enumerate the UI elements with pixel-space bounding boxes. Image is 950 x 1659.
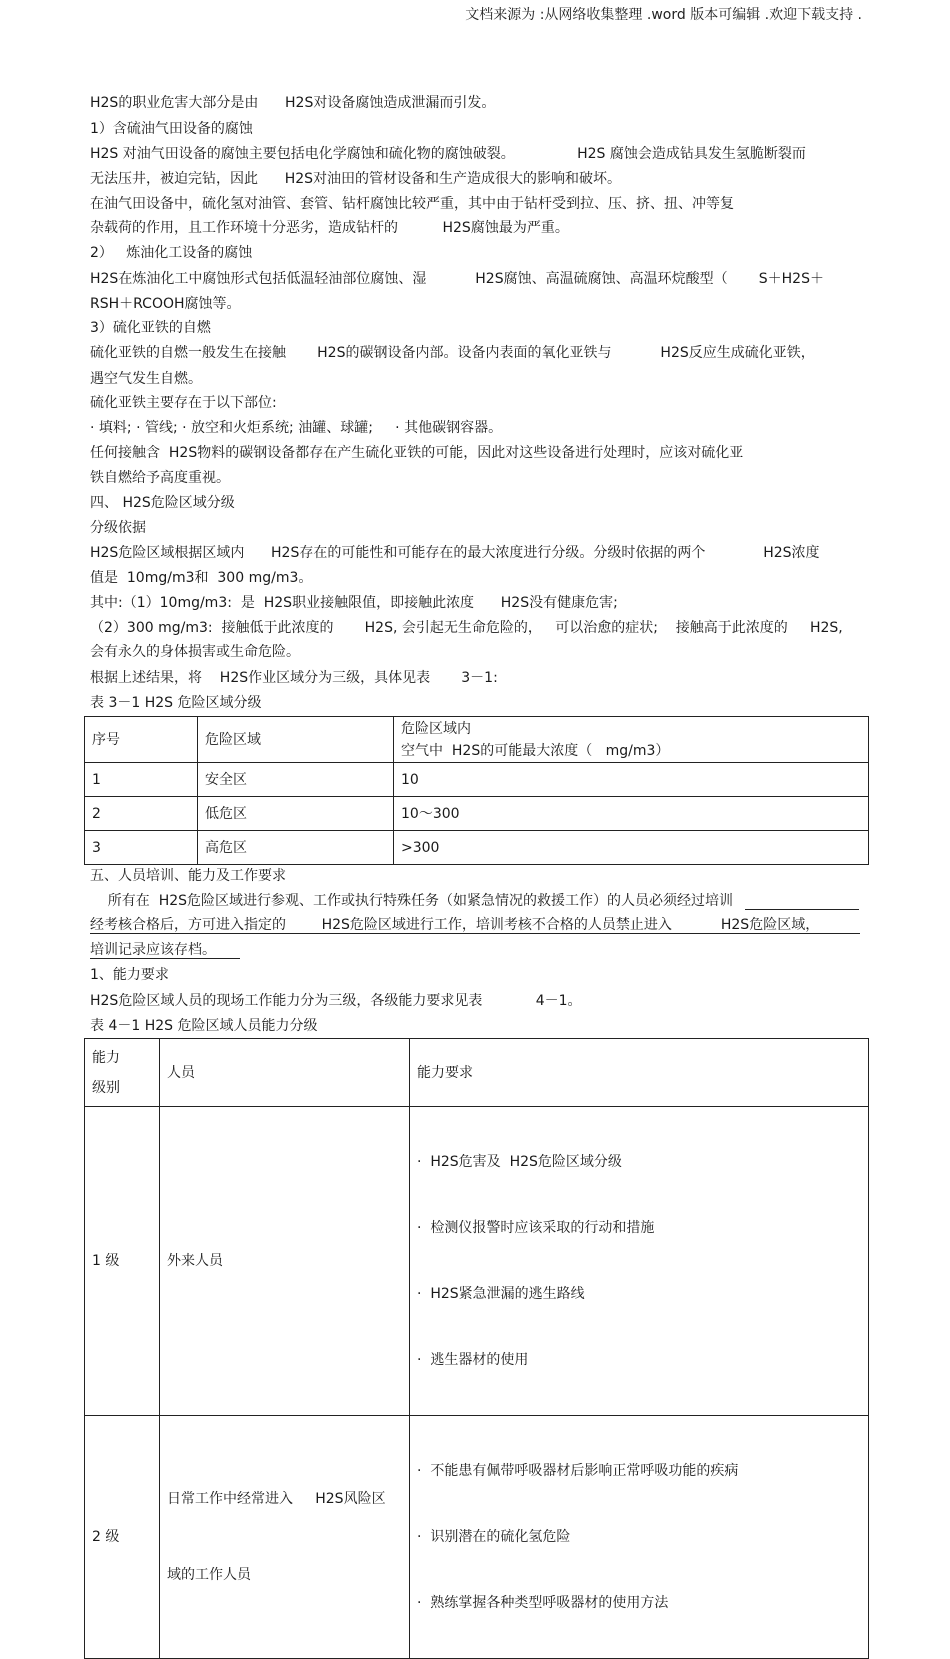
list-item: · 检测仪报警时应该采取的行动和措施 (417, 1220, 655, 1236)
text-line: 会有永久的身体损害或生命危险。 (90, 644, 300, 660)
table-header-row (85, 717, 869, 763)
text-line: 所有在 H2S危险区域进行参观、工作或执行特殊任务（如紧急情况的救援工作）的人员必须经过培训 (90, 893, 734, 909)
cell-line: 日常工作中经常进入 H2S风险区 (167, 1491, 386, 1507)
table-cell: 低危区 (198, 797, 394, 831)
underline-decoration (90, 958, 240, 959)
table-cell: >300 (394, 831, 869, 865)
cell-line: 域的工作人员 (167, 1567, 251, 1583)
text-line: 在油气田设备中，硫化氢对油管、套管、钻杆腐蚀比较严重，其中由于钻杆受到拉、压、挤、扭、冲等复 (90, 196, 734, 212)
text-line: 培训记录应该存档。 (90, 942, 216, 958)
list-item: · H2S危害及 H2S危险区域分级 (417, 1154, 622, 1170)
text-line: 硫化亚铁主要存在于以下部位: (90, 395, 277, 411)
table-header-cell: 序号 (85, 717, 198, 763)
table-row (85, 1107, 869, 1416)
list-item: · 不能患有佩带呼吸器材后影响正常呼吸功能的疾病 (417, 1463, 739, 1479)
text-line: H2S的职业危害大部分是由 H2S对设备腐蚀造成泄漏而引发。 (90, 95, 496, 111)
table-header-cell (394, 717, 869, 763)
text-line: H2S在炼油化工中腐蚀形式包括低温轻油部位腐蚀、湿 H2S腐蚀、高温硫腐蚀、高温环烷酸型（ S＋H2S＋ (90, 271, 824, 287)
text-line: 任何接触含 H2S物料的碳钢设备都存在产生硫化亚铁的可能，因此对这些设备进行处理时，应该对硫化亚 (90, 445, 744, 461)
table-cell: 1 (85, 763, 198, 797)
text-line: 无法压井，被迫完钻，因此 H2S对油田的管材设备和生产造成很大的影响和破坏。 (90, 171, 622, 187)
text-line: 2） 炼油化工设备的腐蚀 (90, 245, 253, 261)
table-cell (410, 1416, 869, 1659)
table-header-cell: 能力要求 (410, 1039, 869, 1107)
text-line: 杂载荷的作用，且工作环境十分恶劣，造成钻杆的 H2S腐蚀最为严重。 (90, 220, 569, 236)
header-line: 能力 (92, 1049, 120, 1066)
section-heading: 五、人员培训、能力及工作要求 (90, 868, 286, 884)
table-caption: 表 3－1 H2S 危险区域分级 (90, 695, 262, 711)
table-cell: 2 (85, 797, 198, 831)
table-header-cell: 危险区域 (198, 717, 394, 763)
text-line: （2）300 mg/m3: 接触低于此浓度的 H2S, 会引起无生命危险的， 可以治愈的症状; 接触高于此浓度的 H2S, (90, 620, 843, 636)
page-header-source-note: 文档来源为 :从网络收集整理 .word 版本可编辑 .欢迎下载支持 . (465, 7, 862, 23)
text-line: RSH＋RCOOH腐蚀等。 (90, 296, 241, 312)
text-line: 值是 10mg/m3和 300 mg/m3。 (90, 570, 313, 586)
text-line: 遇空气发生自燃。 (90, 371, 202, 387)
hazard-zone-table (84, 716, 869, 865)
table-cell (160, 1416, 410, 1659)
header-line: 危险区域内 (401, 720, 471, 737)
table-row (85, 797, 869, 831)
text-line: 根据上述结果，将 H2S作业区域分为三级，具体见表 3－1: (90, 670, 498, 686)
table-row (85, 1416, 869, 1659)
table-caption: 表 4－1 H2S 危险区域人员能力分级 (90, 1018, 318, 1034)
table-cell: 10 (394, 763, 869, 797)
text-line: 其中:（1）10mg/m3: 是 H2S职业接触限值，即接触此浓度 H2S没有健康危害; (90, 595, 618, 611)
section-heading: 四、 H2S危险区域分级 (90, 495, 235, 511)
text-line: 1）含硫油气田设备的腐蚀 (90, 121, 253, 137)
table-cell (410, 1107, 869, 1416)
text-line: H2S危险区域根据区域内 H2S存在的可能性和可能存在的最大浓度进行分级。分级时依据的两个 H2S浓度 (90, 545, 820, 561)
table-cell: 高危区 (198, 831, 394, 865)
list-item: · H2S紧急泄漏的逃生路线 (417, 1286, 585, 1302)
capability-level-table (84, 1038, 869, 1659)
text-line: · 填料; · 管线; · 放空和火炬系统; 油罐、球罐; · 其他碳钢容器。 (90, 420, 503, 436)
header-line: 空气中 H2S的可能最大浓度（ mg/m3） (401, 742, 670, 759)
table-cell: 安全区 (198, 763, 394, 797)
table-header-cell: 人员 (160, 1039, 410, 1107)
text-line: 1、能力要求 (90, 967, 169, 983)
table-cell: 2 级 (85, 1416, 160, 1659)
table-row (85, 763, 869, 797)
text-line: 硫化亚铁的自燃一般发生在接触 H2S的碳钢设备内部。设备内表面的氧化亚铁与 H2S反应生成硫化亚铁， (90, 345, 815, 361)
text-line: H2S危险区域人员的现场工作能力分为三级，各级能力要求见表 4－1。 (90, 993, 582, 1009)
text-line: H2S 对油气田设备的腐蚀主要包括电化学腐蚀和硫化物的腐蚀破裂。 H2S 腐蚀会造成钻具发生氢脆断裂而 (90, 146, 806, 162)
table-cell: 1 级 (85, 1107, 160, 1416)
text-line: 分级依据 (90, 520, 146, 536)
underline-decoration (90, 933, 860, 934)
text-line: 3）硫化亚铁的自燃 (90, 320, 211, 336)
list-item: · 识别潜在的硫化氢危险 (417, 1529, 571, 1545)
table-cell: 10～300 (394, 797, 869, 831)
list-item: · 逃生器材的使用 (417, 1352, 529, 1368)
list-item: · 熟练掌握各种类型呼吸器材的使用方法 (417, 1595, 669, 1611)
table-cell: 3 (85, 831, 198, 865)
underline-decoration (745, 909, 859, 910)
header-line: 级别 (92, 1079, 120, 1096)
text-line: 铁自燃给予高度重视。 (90, 470, 230, 486)
text-line: 经考核合格后，方可进入指定的 H2S危险区域进行工作，培训考核不合格的人员禁止进入 H2S危险区域， (90, 917, 820, 933)
table-cell: 外来人员 (160, 1107, 410, 1416)
table-header-cell (85, 1039, 160, 1107)
table-header-row (85, 1039, 869, 1107)
table-row (85, 831, 869, 865)
